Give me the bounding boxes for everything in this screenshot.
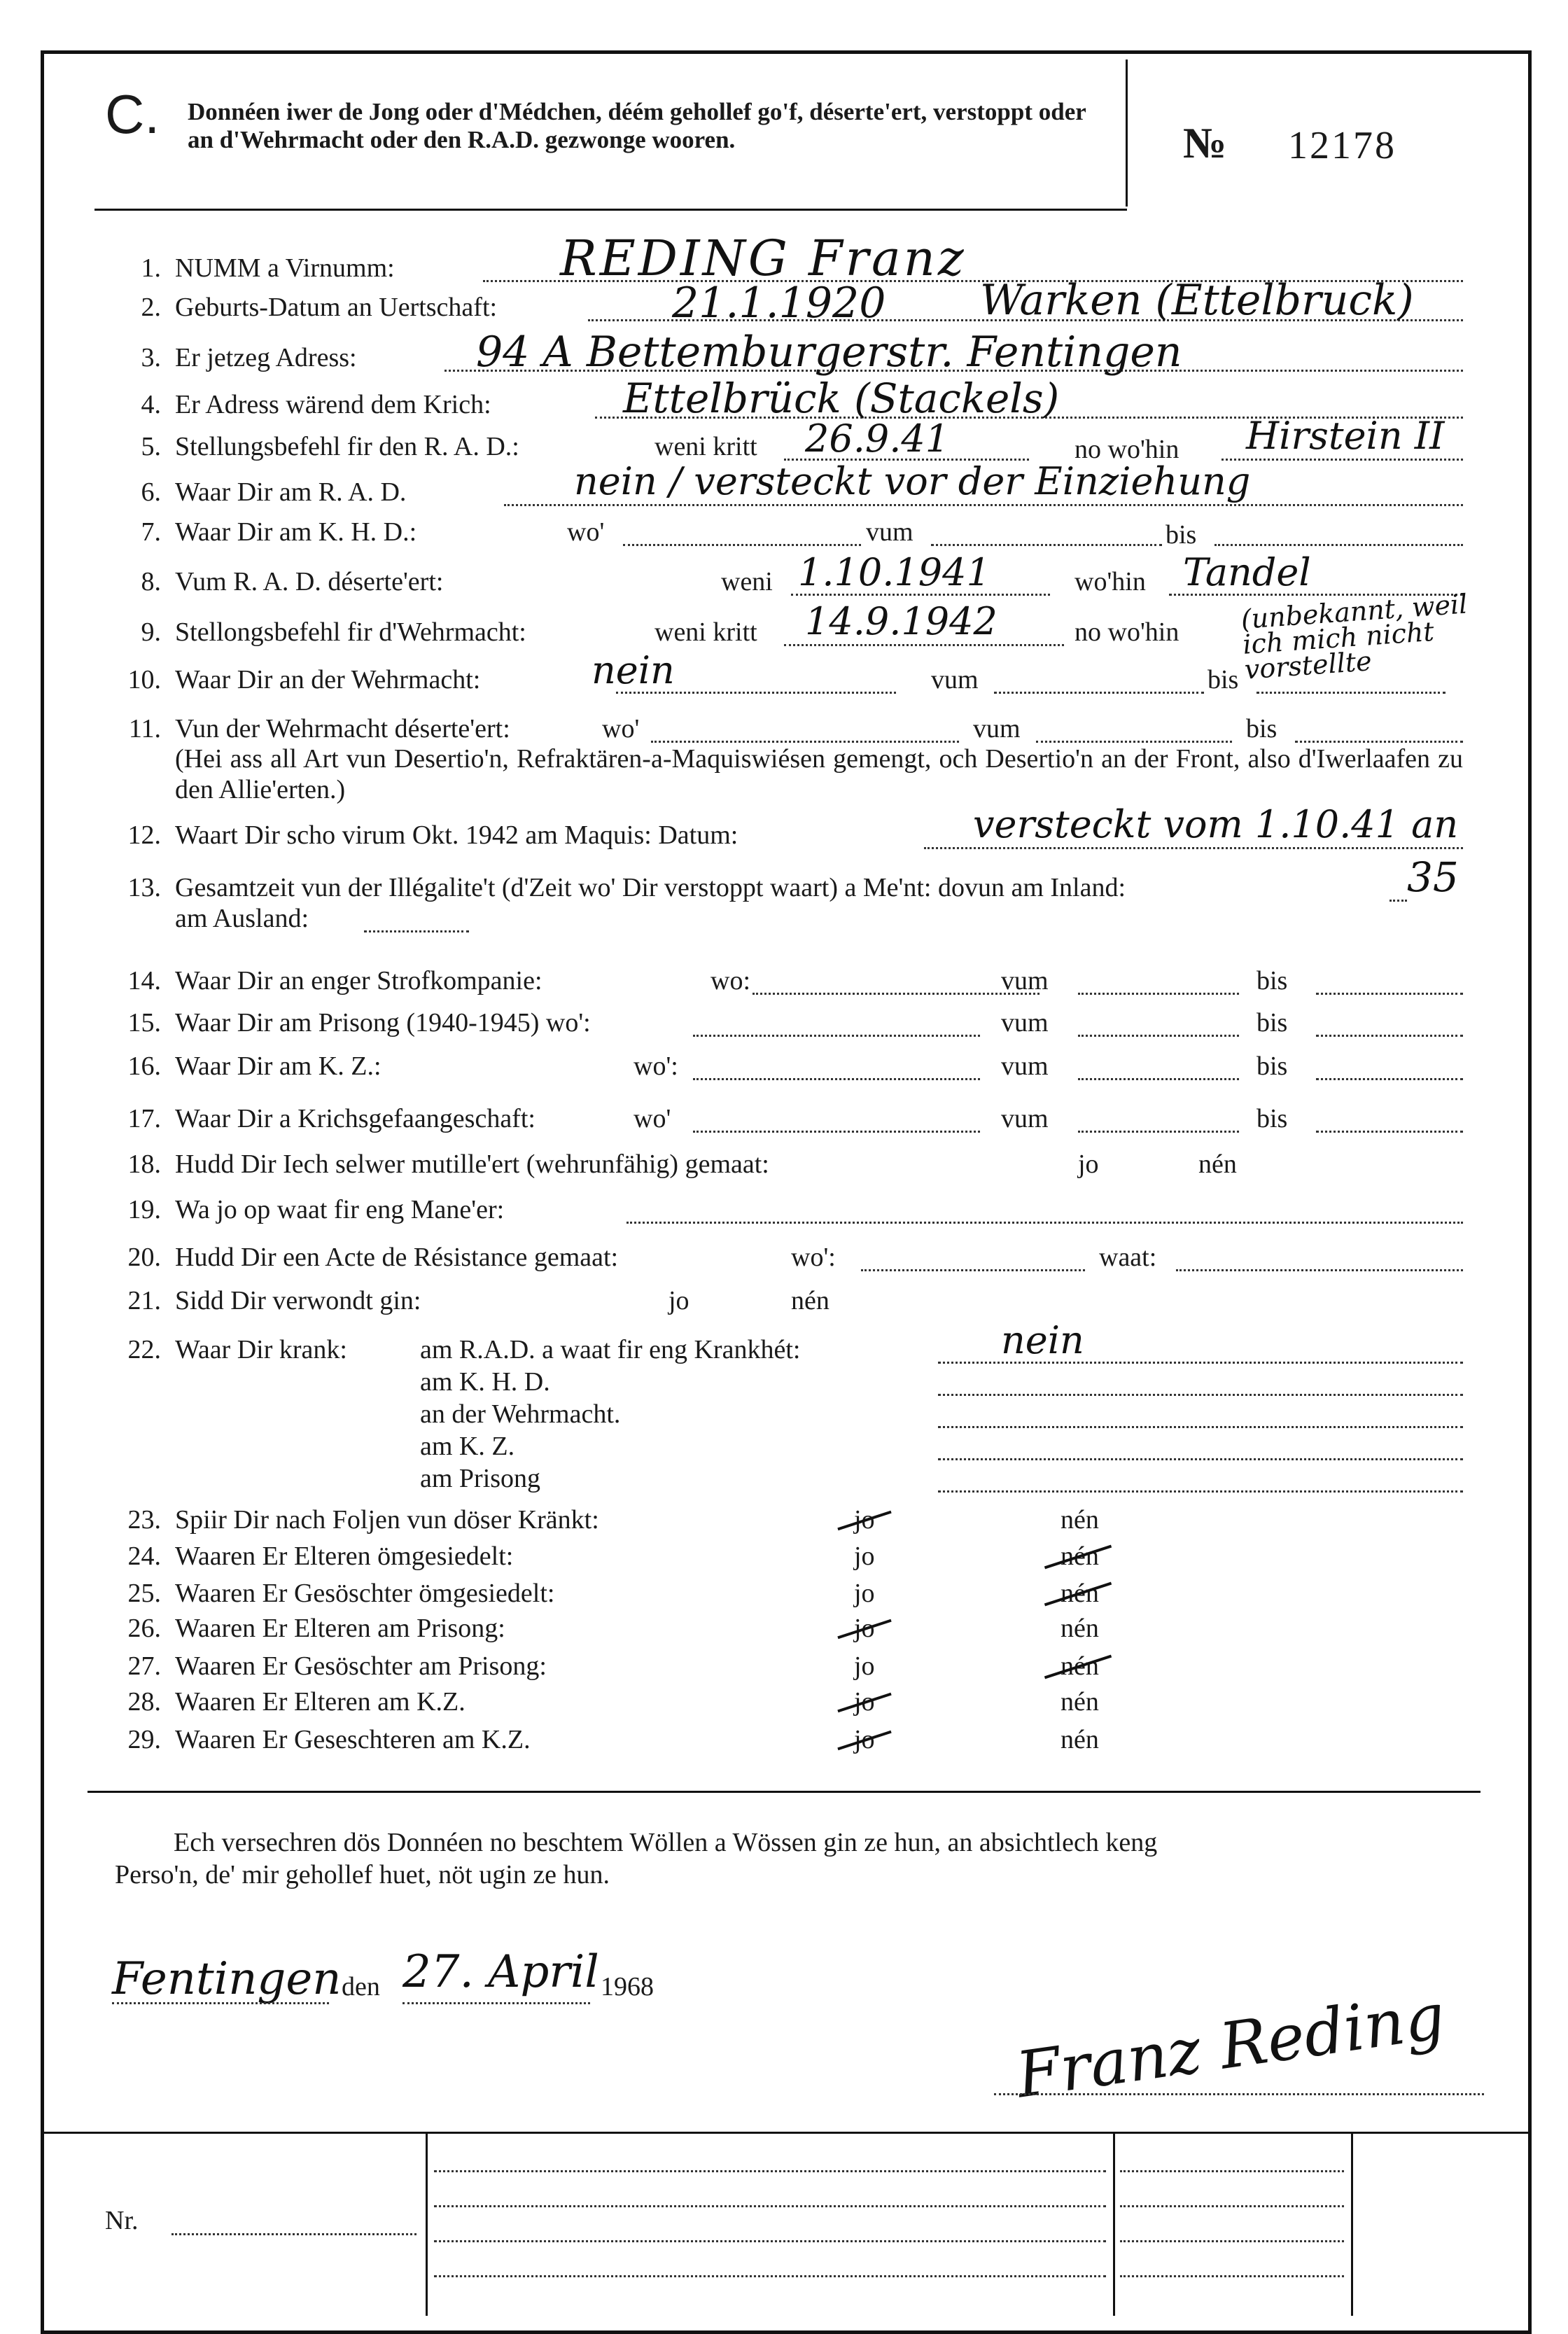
item-10-dots-2 (994, 692, 1204, 694)
item-5-value[interactable]: 26.9.41 (805, 417, 950, 461)
section-letter: C. (105, 83, 160, 145)
item-13-number: 13. (127, 873, 161, 902)
item-5-dots-2 (1222, 459, 1463, 461)
item-7-sub3: bis (1166, 520, 1197, 550)
item-24-label: Waaren Er Elteren ömgesiedelt: (175, 1542, 514, 1571)
item-18-yes: jo (1078, 1149, 1099, 1179)
signoff-den: den (342, 1972, 380, 2001)
item-14-dots-3 (1316, 993, 1463, 995)
item-15-sub3: bis (1256, 1008, 1288, 1037)
item-11-number: 11. (128, 714, 161, 743)
item-22-number: 22. (127, 1335, 161, 1364)
item-23-number: 23. (127, 1505, 161, 1535)
item-13-dots (1390, 900, 1407, 902)
header-divider (1126, 60, 1128, 207)
item-22-sub-3: an der Wehrmacht. (420, 1399, 621, 1429)
item-11-label: Vun der Wehrmacht déserte'ert: (175, 714, 510, 743)
item-9-value[interactable]: 14.9.1942 (805, 599, 997, 643)
item-3-label: Er jetzeg Adress: (175, 343, 357, 372)
item-13-dots-2 (364, 930, 469, 932)
item-14-dots-2 (1078, 993, 1239, 995)
item-7-sub2: vum (866, 517, 913, 547)
item-26-no: nén (1060, 1614, 1099, 1643)
item-15-number: 15. (127, 1008, 161, 1037)
item-11-sub1: wo' (602, 714, 640, 743)
item-26-label: Waaren Er Elteren am Prisong: (175, 1614, 505, 1643)
item-4-label: Er Adress wärend dem Krich: (175, 390, 491, 419)
item-24-yes: jo (854, 1542, 875, 1571)
item-11-dots-3 (1295, 741, 1463, 743)
item-29-yes: jo (854, 1725, 875, 1754)
item-4-value[interactable]: Ettelbrück (Stackels) (623, 375, 1060, 422)
item-19-number: 19. (127, 1195, 161, 1224)
item-10-value[interactable]: nein (592, 648, 675, 692)
item-26-number: 26. (127, 1614, 161, 1643)
item-6-dots (504, 504, 1463, 506)
item-8-value2[interactable]: Tandel (1183, 550, 1311, 594)
item-19-dots (626, 1222, 1463, 1224)
item-7-dots-2 (931, 544, 1162, 546)
item-17-label: Waar Dir a Krichsgefaangeschaft: (175, 1104, 536, 1133)
item-5-sub1: weni kritt (654, 432, 757, 461)
item-22-sub-2: am K. H. D. (420, 1367, 550, 1397)
item-16-sub1: wo': (634, 1051, 678, 1081)
item-2-number: 2. (141, 293, 161, 322)
footer-dots-2 (434, 2205, 1106, 2207)
item-10-label: Waar Dir an der Wehrmacht: (175, 665, 481, 694)
item-4-number: 4. (141, 390, 161, 419)
item-7-number: 7. (141, 517, 161, 547)
item-16-sub3: bis (1256, 1051, 1288, 1081)
signoff-place: Fentingen (112, 1953, 342, 2005)
item-5-number: 5. (141, 432, 161, 461)
item-7-label: Waar Dir am K. H. D.: (175, 517, 417, 547)
item-20-dots-1 (861, 1269, 1085, 1271)
date-dots (402, 2002, 590, 2004)
signature: Franz Reding (1011, 1979, 1450, 2113)
footer-rule (43, 2132, 1529, 2134)
item-5-label: Stellungsbefehl fir den R. A. D.: (175, 432, 519, 461)
item-11-note: (Hei ass all Art vun Desertio'n, Refraktären-a-Maquiswiésen gemengt, och Desertio'n an der Front, also d'Iwerlaafen zu den Allie'erten.) (175, 744, 1463, 804)
item-22-dots-2 (938, 1394, 1463, 1396)
item-23-no: nén (1060, 1505, 1099, 1535)
item-17-sub2: vum (1001, 1104, 1049, 1133)
item-22-sub-4: am K. Z. (420, 1432, 515, 1461)
item-10-number: 10. (127, 665, 161, 694)
item-12-label: Waart Dir scho virum Okt. 1942 am Maquis: Datum: (175, 820, 738, 850)
item-9-number: 9. (141, 617, 161, 647)
item-23-yes: jo (854, 1505, 875, 1535)
item-2-label: Geburts-Datum an Uertschaft: (175, 293, 498, 322)
item-27-no: nén (1060, 1651, 1099, 1681)
item-21-number: 21. (127, 1286, 161, 1315)
item-15-dots-1 (693, 1035, 980, 1037)
item-22-sub-5: am Prisong (420, 1464, 541, 1493)
footer-col-divider-2 (1113, 2134, 1115, 2316)
item-15-label: Waar Dir am Prisong (1940-1945) wo': (175, 1008, 591, 1037)
item-9-value2[interactable]: (unbekannt, weil ich mich nicht vorstellte (1240, 588, 1469, 685)
item-18-number: 18. (127, 1149, 161, 1179)
item-14-label: Waar Dir an enger Strofkompanie: (175, 966, 542, 995)
footer-dots-1 (434, 2170, 1106, 2172)
item-20-sub2: waat: (1099, 1243, 1157, 1272)
item-23-label: Spiir Dir nach Foljen vun döser Kränkt: (175, 1505, 599, 1535)
item-6-number: 6. (141, 477, 161, 507)
item-12-number: 12. (127, 820, 161, 850)
item-3-number: 3. (141, 343, 161, 372)
item-21-no: nén (791, 1286, 830, 1315)
item-13-value[interactable]: 35 (1407, 853, 1459, 901)
footer-dots-8 (1120, 2275, 1344, 2277)
item-3-value[interactable]: 94 A Bettemburgerstr. Fentingen (476, 328, 1182, 377)
item-17-sub3: bis (1256, 1104, 1288, 1133)
item-15-dots-2 (1078, 1035, 1239, 1037)
signoff-year: 1968 (601, 1972, 654, 2001)
item-20-number: 20. (127, 1243, 161, 1272)
item-7-sub1: wo' (567, 517, 605, 547)
item-22-label: Waar Dir krank: (175, 1335, 347, 1364)
item-13-label: Gesamtzeit vun der Illégalite't (d'Zeit wo' Dir verstoppt waart) a Me'nt: dovun am Inland: (175, 873, 1126, 902)
item-28-label: Waaren Er Elteren am K.Z. (175, 1687, 465, 1717)
item-24-number: 24. (127, 1542, 161, 1571)
item-26-yes: jo (854, 1614, 875, 1643)
item-25-label: Waaren Er Gesöschter ömgesiedelt: (175, 1579, 555, 1608)
item-16-dots-2 (1078, 1078, 1239, 1080)
item-9-sub1: weni kritt (654, 617, 757, 647)
footer-col-divider-3 (1351, 2134, 1353, 2316)
item-16-label: Waar Dir am K. Z.: (175, 1051, 382, 1081)
item-5-value2[interactable]: Hirstein II (1246, 414, 1445, 458)
footer-dots-7 (1120, 2240, 1344, 2242)
item-7-dots-1 (623, 544, 861, 546)
item-16-sub2: vum (1001, 1051, 1049, 1081)
item-27-yes: jo (854, 1651, 875, 1681)
item-16-dots-1 (693, 1078, 980, 1080)
item-22-dots-4 (938, 1458, 1463, 1460)
item-21-yes: jo (668, 1286, 690, 1315)
footer-dots-5 (1120, 2170, 1344, 2172)
item-1-number: 1. (141, 253, 161, 283)
item-28-yes: jo (854, 1687, 875, 1717)
item-20-dots-2 (1176, 1269, 1463, 1271)
signature-dots (994, 2093, 1484, 2095)
item-14-sub1: wo: (710, 966, 750, 995)
item-25-number: 25. (127, 1579, 161, 1608)
item-15-sub2: vum (1001, 1008, 1049, 1037)
item-11-dots-2 (1036, 741, 1232, 743)
item-20-sub1: wo': (791, 1243, 836, 1272)
item-8-number: 8. (141, 567, 161, 596)
item-10-sub2: vum (931, 665, 979, 694)
item-16-dots-3 (1316, 1078, 1463, 1080)
item-16-number: 16. (127, 1051, 161, 1081)
item-14-sub2: vum (1001, 966, 1049, 995)
item-10-dots-3 (1256, 692, 1446, 694)
item-19-label: Wa jo op waat fir eng Mane'er: (175, 1195, 505, 1224)
item-14-dots-1 (752, 993, 1040, 995)
item-8-sub2: wo'hin (1074, 567, 1146, 596)
item-8-sub1: weni (721, 567, 773, 596)
item-28-number: 28. (127, 1687, 161, 1717)
header-rule (94, 209, 1127, 211)
item-28-no: nén (1060, 1687, 1099, 1717)
footer-dots-6 (1120, 2205, 1344, 2207)
item-15-dots-3 (1316, 1035, 1463, 1037)
signoff-date: 27. April (402, 1946, 599, 1998)
item-6-label: Waar Dir am R. A. D. (175, 477, 407, 507)
footer-nr-label: Nr. (105, 2206, 139, 2235)
item-29-number: 29. (127, 1725, 161, 1754)
item-29-label: Waaren Er Geseschteren am K.Z. (175, 1725, 531, 1754)
item-17-sub1: wo' (634, 1104, 671, 1133)
item-11-dots-1 (651, 741, 959, 743)
item-8-label: Vum R. A. D. déserte'ert: (175, 567, 444, 596)
item-7-dots-3 (1214, 544, 1463, 546)
item-22-value[interactable]: nein (1001, 1318, 1084, 1362)
item-9-dots-1 (784, 644, 1064, 646)
item-6-value[interactable]: nein / versteckt vor der Einziehung (574, 459, 1251, 503)
item-29-no: nén (1060, 1725, 1099, 1754)
footer-dots-3 (434, 2240, 1106, 2242)
item-10-sub3: bis (1208, 665, 1239, 694)
item-9-sub2: no wo'hin (1074, 617, 1180, 647)
item-12-value[interactable]: versteckt vom 1.10.41 an (973, 802, 1459, 846)
item-22-dots-3 (938, 1426, 1463, 1428)
item-1-label: NUMM a Virnumm: (175, 253, 395, 283)
number-symbol: № (1183, 120, 1227, 167)
form-title: Donnéen iwer de Jong oder d'Médchen, déém gehollef go'f, déserte'ert, verstoppt oder an d'Wehrmacht oder den R.A.D. gezwonge wooren. (188, 98, 1086, 153)
item-17-dots-1 (693, 1131, 980, 1133)
item-27-number: 27. (127, 1651, 161, 1681)
item-22-sub1: am R.A.D. a waat fir eng Krankhét: (420, 1335, 801, 1364)
place-dots (112, 2002, 329, 2004)
item-17-number: 17. (127, 1104, 161, 1133)
item-11-sub3: bis (1246, 714, 1278, 743)
footer-col-divider-1 (426, 2134, 428, 2316)
item-14-number: 14. (127, 966, 161, 995)
item-18-no: nén (1198, 1149, 1237, 1179)
item-17-dots-3 (1316, 1131, 1463, 1133)
item-11-sub2: vum (973, 714, 1021, 743)
item-18-label: Hudd Dir Iech selwer mutille'ert (wehrunfähig) gemaat: (175, 1149, 769, 1179)
item-20-label: Hudd Dir een Acte de Résistance gemaat: (175, 1243, 619, 1272)
item-5-sub2: no wo'hin (1074, 435, 1180, 464)
footer-dots-4 (434, 2275, 1106, 2277)
item-2-value[interactable]: 21.1.1920 (672, 279, 886, 328)
form-number: 12178 (1288, 124, 1396, 167)
item-13-line2: am Ausland: (175, 904, 309, 933)
item-9-label: Stellongsbefehl fir d'Wehrmacht: (175, 617, 526, 647)
item-24-no: nén (1060, 1542, 1099, 1571)
declaration-rule (88, 1791, 1480, 1793)
declaration-line-2: Perso'n, de' mir gehollef huet, nöt ugin ze hun. (115, 1860, 610, 1889)
footer-nr-dots (172, 2233, 416, 2235)
item-21-label: Sidd Dir verwondt gin: (175, 1286, 421, 1315)
item-10-dots-1 (616, 692, 896, 694)
item-27-label: Waaren Er Gesöschter am Prisong: (175, 1651, 547, 1681)
item-8-value[interactable]: 1.10.1941 (798, 550, 990, 594)
item-14-sub3: bis (1256, 966, 1288, 995)
item-1-value[interactable]: REDING Franz (560, 230, 967, 287)
item-25-yes: jo (854, 1579, 875, 1608)
item-2-value2[interactable]: Warken (Ettelbruck) (980, 276, 1414, 325)
item-12-dots (924, 847, 1463, 849)
item-17-dots-2 (1078, 1131, 1239, 1133)
item-22-dots-5 (938, 1490, 1463, 1493)
item-25-no: nén (1060, 1579, 1099, 1608)
declaration-line-1: Ech versechren dös Donnéen no beschtem Wöllen a Wössen gin ze hun, an absichtlech keng (174, 1828, 1158, 1857)
